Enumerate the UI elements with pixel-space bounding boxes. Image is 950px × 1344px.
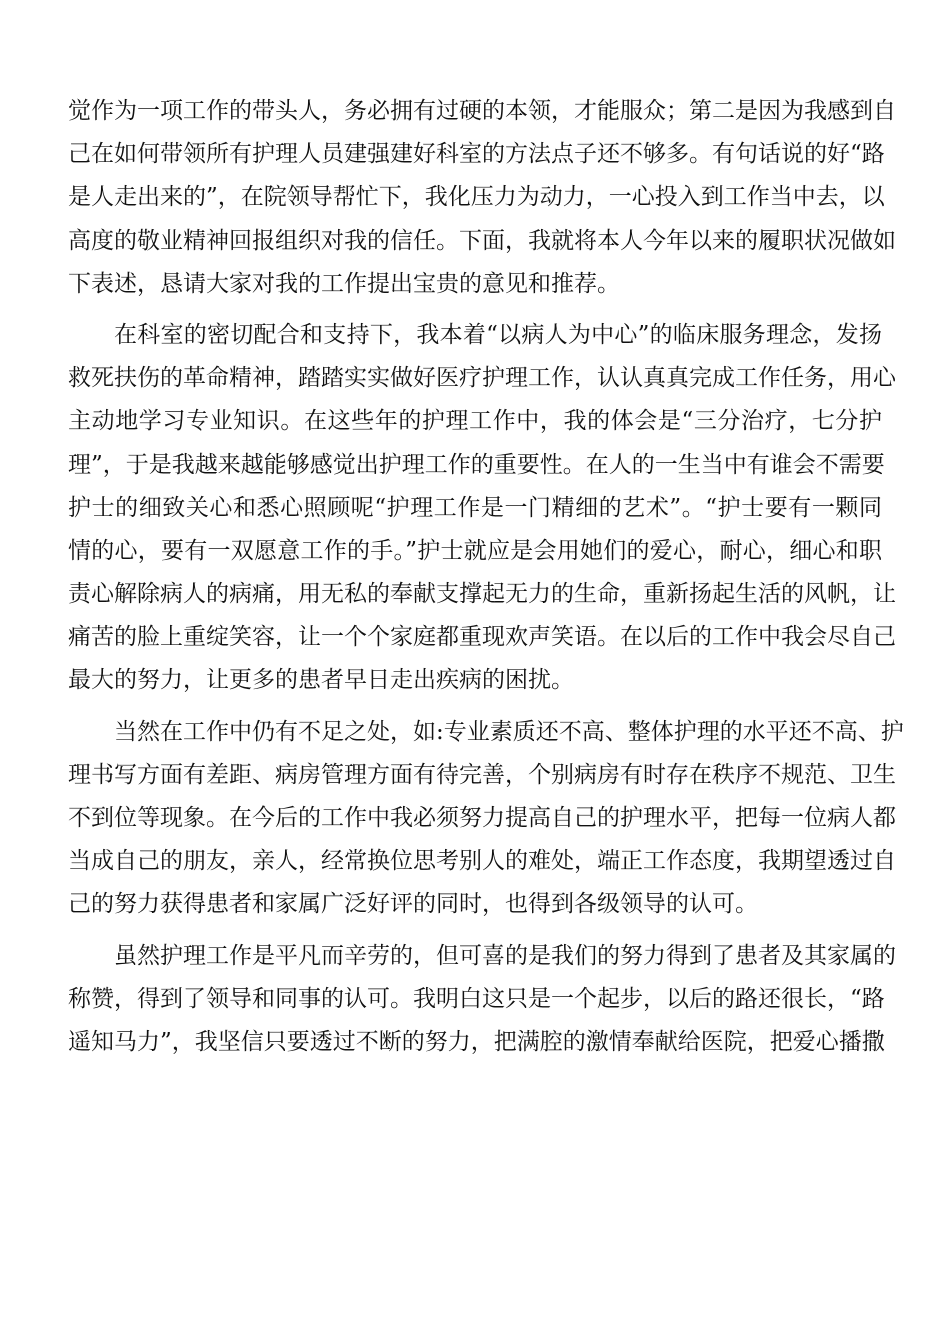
text-line: 情的心，要有一双愿意工作的手。”护士就应是会用她们的爱心，耐心，细心和职 (68, 537, 882, 564)
text-line: 痛苦的脸上重绽笑容，让一个个家庭都重现欢声笑语。在以后的工作中我会尽自己 (68, 624, 896, 651)
paragraph-gap (68, 927, 882, 935)
paragraph-4 (68, 935, 896, 1065)
text-line: 当然在工作中仍有不足之处，如:专业素质还不高、整体护理的水平还不高、护 (114, 718, 904, 745)
text-line: 理”，于是我越来越能够感觉出护理工作的重要性。在人的一生当中有谁会不需要 (68, 451, 885, 478)
text-line: 主动地学习专业知识。在这些年的护理工作中，我的体会是“三分治疗，七分护 (68, 408, 882, 435)
text-line: 在科室的密切配合和支持下，我本着“以病人为中心”的临床服务理念，发扬 (114, 321, 882, 348)
text-line: 责心解除病人的病痛，用无私的奉献支撑起无力的生命，重新扬起生活的风帆，让 (68, 581, 896, 608)
paragraph-gap (68, 703, 882, 711)
text-line: 救死扶伤的革命精神，踏踏实实做好医疗护理工作，认认真真完成工作任务，用心 (68, 365, 896, 392)
text-line: 己的努力获得患者和家属广泛好评的同时，也得到各级领导的认可。 (68, 891, 758, 918)
text-line: 称赞，得到了领导和同事的认可。我明白这只是一个起步，以后的路还很长，“路 (68, 985, 885, 1012)
paragraph-2 (68, 314, 896, 703)
paragraph-1 (68, 90, 896, 306)
text-line: 虽然护理工作是平凡而辛劳的，但可喜的是我们的努力得到了患者及其家属的 (114, 942, 896, 969)
text-line: 觉作为一项工作的带头人，务必拥有过硬的本领，才能服众；第二是因为我感到自 (68, 98, 896, 124)
text-line: 高度的敬业精神回报组织对我的信任。下面，我就将本人今年以来的履职状况做如 (68, 227, 896, 254)
text-line: 下表述，恳请大家对我的工作提出宝贵的意见和推荐。 (68, 270, 620, 297)
text-line: 理书写方面有差距、病房管理方面有待完善，个别病房有时存在秩序不规范、卫生 (68, 761, 896, 788)
text-line: 己在如何带领所有护理人员建强建好科室的方法点子还不够多。有句话说的好“路 (68, 141, 885, 168)
text-line: 最大的努力，让更多的患者早日走出疾病的困扰。 (68, 667, 574, 694)
paragraph-gap (68, 306, 882, 314)
document-page (68, 90, 904, 1064)
text-line: 不到位等现象。在今后的工作中我必须努力提高自己的护理水平，把每一位病人都 (68, 805, 896, 831)
text-line: 当成自己的朋友，亲人，经常换位思考别人的难处，端正工作态度，我期望透过自 (68, 848, 896, 875)
paragraph-3 (68, 711, 904, 927)
text-line: 遥知马力”，我坚信只要透过不断的努力，把满腔的激情奉献给医院，把爱心播撒 (68, 1028, 885, 1055)
text-line: 护士的细致关心和悉心照顾呢“护理工作是一门精细的艺术”。“护士要有一颗同 (68, 494, 882, 521)
text-line: 是人走出来的”，在院领导帮忙下，我化压力为动力，一心投入到工作当中去，以 (68, 184, 885, 211)
